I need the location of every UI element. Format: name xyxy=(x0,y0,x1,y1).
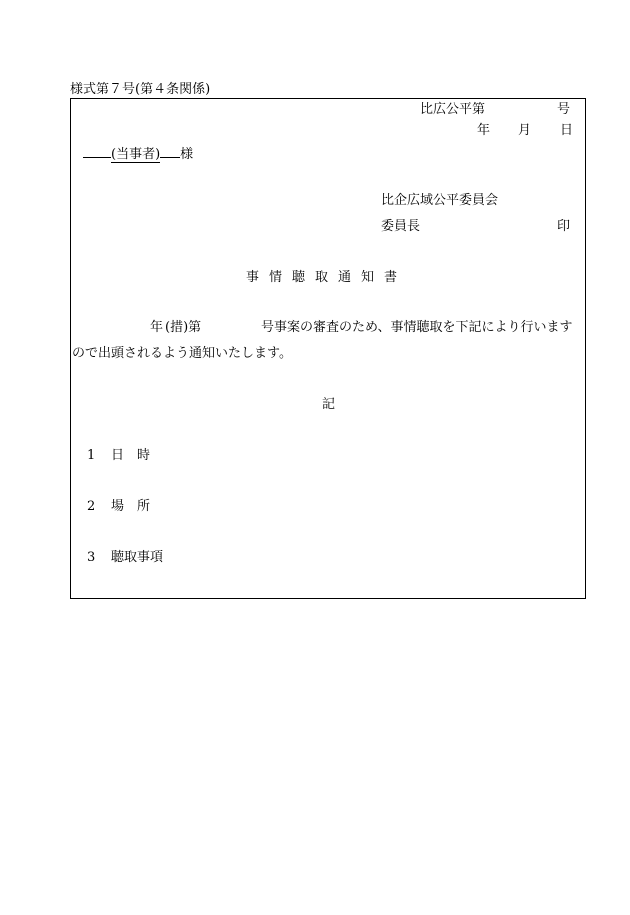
doc-number-suffix: 号 xyxy=(557,102,571,117)
item-label: 日 時 xyxy=(111,448,151,463)
body-case-label: (措)第 xyxy=(165,320,202,335)
notes-heading: 記 xyxy=(322,397,336,412)
document-title: 事情聴取通知書 xyxy=(246,270,408,285)
addressee-blank-right xyxy=(160,143,180,158)
issuer-title: 委員長 xyxy=(381,219,421,234)
addressee-party: (当事者) xyxy=(111,147,161,162)
item-number: 3 xyxy=(87,550,96,565)
date-year: 年 xyxy=(477,123,491,138)
addressee xyxy=(83,143,193,163)
addressee-blank-left xyxy=(83,143,111,158)
body-line1-rest: 号事案の審査のため、事情聴取を下記により行います xyxy=(261,320,573,335)
doc-number-prefix: 比広公平第 xyxy=(420,102,486,117)
date-month: 月 xyxy=(518,123,532,138)
addressee-honorific: 様 xyxy=(180,147,194,162)
item-label: 場 所 xyxy=(111,499,151,514)
issuer-seal: 印 xyxy=(557,219,571,234)
item-label: 聴取事項 xyxy=(111,550,164,565)
issuer-organization: 比企広域公平委員会 xyxy=(381,193,499,208)
form-label: 様式第７号(第４条関係) xyxy=(70,82,211,97)
body-year-label: 年 xyxy=(150,320,164,335)
date-day: 日 xyxy=(560,123,574,138)
body-line2: ので出頭されるよう通知いたします。 xyxy=(72,346,292,361)
item-number: 2 xyxy=(87,499,96,514)
item-number: 1 xyxy=(87,448,96,463)
